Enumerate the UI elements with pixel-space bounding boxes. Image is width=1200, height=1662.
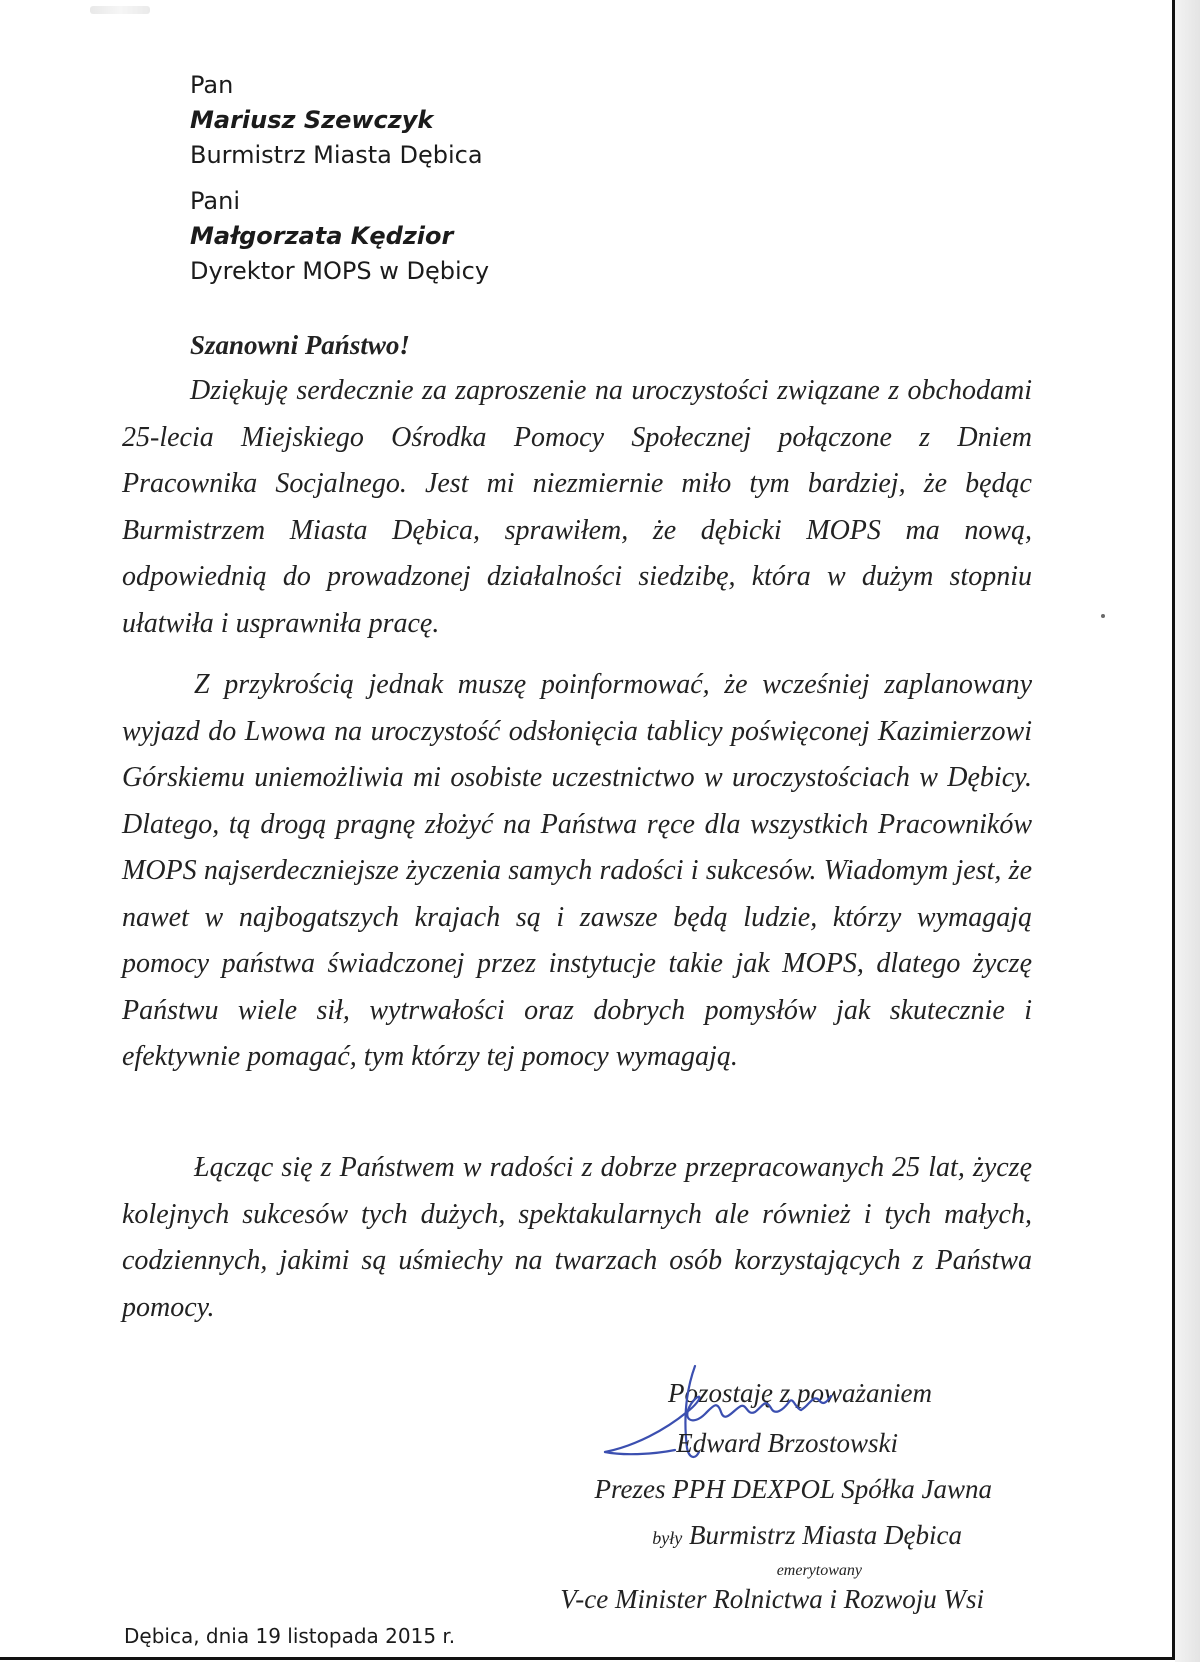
- recipient-2-name: Małgorzata Kędzior: [190, 222, 454, 250]
- signatory-position-3: V-ce Minister Rolnictwa i Rozwoju Wsi: [560, 1584, 984, 1614]
- recipient-2-role: Dyrektor MOPS w Dębicy: [190, 257, 490, 285]
- body-paragraph-3: Łącząc się z Państwem w radości z dobrze przepracowanych 25 lat, życzę kolejnych sukcesów tych dużych, spektakularnych ale również i tych małych, codziennych, jakimi są uśmiechy na twarzach osób korzystających z Państwa pomocy.: [122, 1152, 1032, 1323]
- place-date: Dębica, dnia 19 listopada 2015 r.: [124, 1624, 456, 1648]
- body-paragraph-2: Z przykrością jednak muszę poinformować, że wcześniej zaplanowany wyjazd do Lwowa na uroczystość odsłonięcia tablicy poświęconej Kazimierzowi Górskiemu uniemożliwia mi osobiste uczestnictwo w uroczystościach w Dębicy. Dlatego, tą drogą pragnę złożyć na Państwa ręce dla wszystkich Pracowników MOPS najserdeczniejsze życzenia samych radości i sukcesów. Wiadomym jest, że nawet w najbogatszych krajach są i zawsze będą ludzie, którzy wymagają pomocy państwa świadczonej przez instytucje takie jak MOPS, dlatego życzę Państwu wiele sił, wytrwałości oraz dobrych pomysłów jak skutecznie i efektywnie pomagać, tym którzy tej pomocy wymagają.: [122, 669, 1032, 1072]
- recipient-1-name: Mariusz Szewczyk: [190, 106, 434, 134]
- retired-note: emerytowany: [776, 1562, 862, 1579]
- scan-edge: [1175, 0, 1200, 1662]
- recipient-1-title: Pan: [190, 71, 234, 99]
- scan-dust: [1101, 614, 1105, 618]
- valediction: Pozostaję z poważaniem: [667, 1378, 932, 1408]
- body-paragraph-1: Dziękuję serdecznie za zaproszenie na uroczystości związane z obchodami 25-lecia Miejskiego Ośrodka Pomocy Społecznej połączone z Dniem Pracownika Socjalnego. Jest mi niezmiernie miło tym bardziej, że będąc Burmistrzem Miasta Dębica, sprawiłem, że dębicki MOPS ma nową, odpowiednią do prowadzonej działalności siedzibę, która w dużym stopniu ułatwiła i usprawniła pracę.: [122, 375, 1032, 639]
- recipient-1-role: Burmistrz Miasta Dębica: [190, 141, 483, 169]
- former-prefix: były: [652, 1528, 683, 1548]
- salutation: Szanowni Państwo!: [190, 330, 410, 360]
- signatory-position-2-line: [652, 1520, 962, 1551]
- recipient-2-title: Pani: [190, 187, 240, 215]
- scan-artifact: [90, 6, 150, 14]
- signatory-position-2: Burmistrz Miasta Dębica: [689, 1520, 962, 1550]
- signatory-position-1: Prezes PPH DEXPOL Spółka Jawna: [594, 1474, 992, 1504]
- signatory-name: Edward Brzostowski: [676, 1428, 898, 1458]
